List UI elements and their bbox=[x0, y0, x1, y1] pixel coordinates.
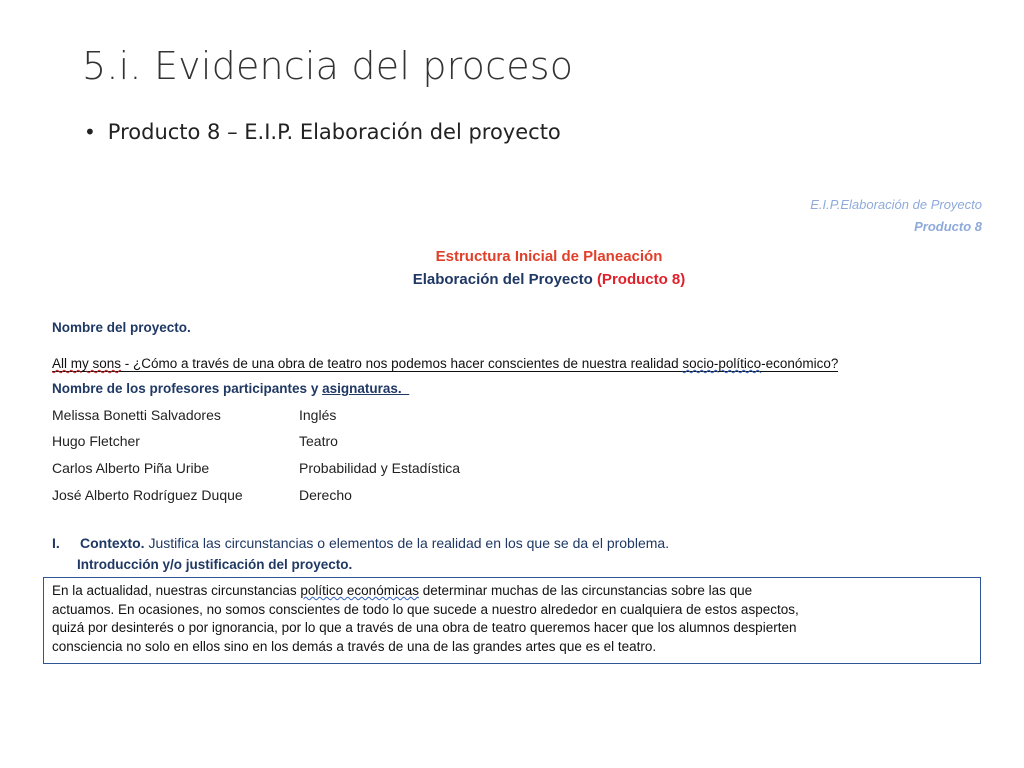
professors-label-text: Nombre de los profesores participantes y bbox=[52, 381, 319, 396]
professor-subject: Inglés bbox=[299, 407, 337, 423]
professor-row bbox=[52, 433, 338, 449]
context-number: I. bbox=[52, 535, 60, 551]
doc-subtitle-main: Elaboración del Proyecto bbox=[412, 271, 593, 288]
context-label: Contexto. bbox=[80, 535, 145, 551]
project-name-label: Nombre del proyecto. bbox=[52, 320, 191, 335]
justification-line: quizá por desinterés o por ignorancia, por lo que a través de una obra de teatro queremos hacer que los alumnos despierten bbox=[52, 620, 797, 635]
professor-subject: Derecho bbox=[299, 487, 352, 503]
justification-line: actuamos. En ocasiones, no somos conscientes de todo lo que sucede a nuestro alrededor en cualquiera de estos aspectos, bbox=[52, 601, 799, 617]
doc-subtitle bbox=[0, 271, 1024, 288]
doc-header-line1: E.I.P.Elaboración de Proyecto bbox=[810, 197, 982, 212]
bullet-dot-icon: • bbox=[84, 120, 96, 144]
professor-row bbox=[52, 487, 352, 503]
justification-textbox bbox=[43, 577, 981, 664]
professor-name: Melissa Bonetti Salvadores bbox=[52, 407, 221, 423]
justification-flagged-text: político económicas bbox=[300, 583, 419, 598]
professor-subject: Teatro bbox=[299, 433, 338, 449]
project-question bbox=[52, 356, 838, 372]
professor-subject: Probabilidad y Estadística bbox=[299, 460, 461, 476]
professors-label-suffix: asignaturas._ bbox=[322, 381, 410, 396]
project-title-text: All my sons bbox=[52, 356, 122, 371]
project-question-end: -económico? bbox=[761, 356, 839, 371]
doc-subtitle-tag: (Producto 8) bbox=[596, 271, 686, 288]
justification-text: determinar muchas de las circunstancias sobre las que bbox=[418, 583, 753, 598]
doc-title: Estructura Inicial de Planeación bbox=[435, 248, 663, 265]
project-question-flagged: socio-político bbox=[682, 356, 762, 371]
intro-label: Introducción y/o justificación del proyecto. bbox=[77, 557, 353, 572]
justification-line: consciencia no solo en ellos sino en los demás a través de una de las grandes artes que es el teatro. bbox=[52, 638, 657, 654]
bullet-text: Producto 8 – E.I.P. Elaboración del proyecto bbox=[107, 120, 561, 144]
professor-name: Hugo Fletcher bbox=[52, 433, 140, 449]
professor-row bbox=[52, 407, 336, 423]
project-question-text: - ¿Cómo a través de una obra de teatro nos podemos hacer conscientes de nuestra realidad bbox=[121, 356, 683, 371]
justification-text: En la actualidad, nuestras circunstancias bbox=[52, 583, 301, 598]
justification-line bbox=[52, 582, 980, 601]
context-heading bbox=[52, 535, 669, 551]
slide-title: 5.i. Evidencia del proceso bbox=[82, 44, 574, 88]
doc-header-line2: Producto 8 bbox=[914, 219, 982, 234]
professor-name: José Alberto Rodríguez Duque bbox=[52, 487, 243, 503]
professors-label bbox=[52, 381, 409, 396]
professor-name: Carlos Alberto Piña Uribe bbox=[52, 460, 210, 476]
professor-row bbox=[52, 460, 460, 476]
context-text: Justifica las circunstancias o elementos de la realidad en los que se da el problema. bbox=[144, 535, 670, 551]
